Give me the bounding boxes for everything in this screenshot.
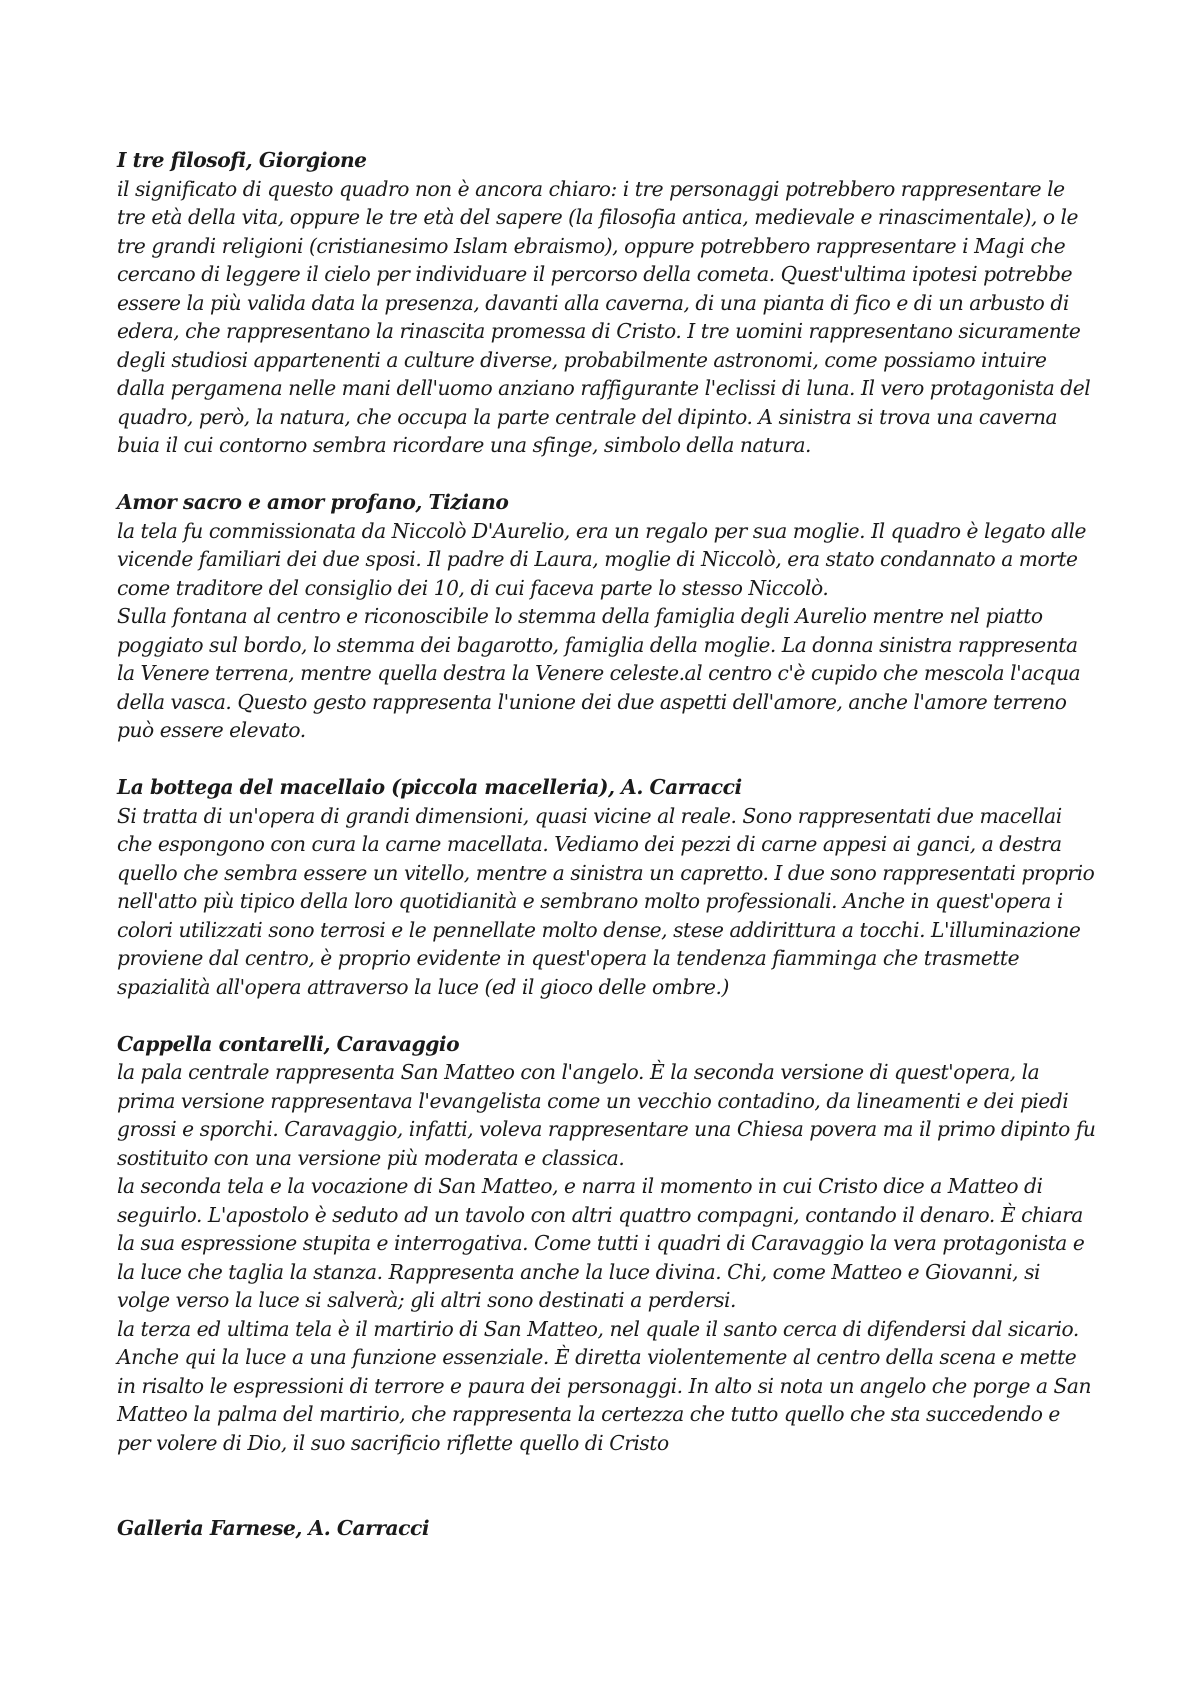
section-galleria-farnese <box>117 1514 1097 1543</box>
section-paragraph: la seconda tela e la vocazione di San Matteo, e narra il momento in cui Cristo dice a Matteo di seguirlo. L'apostolo è seduto ad un tavolo con altri quattro compagni, contando il denaro. È chiara la sua espressione stupita e interrogativa. Come tutti i quadri di Caravaggio la vera protagonista e la luce che taglia la stanza. Rappresenta anche la luce divina. Chi, come Matteo e Giovanni, si volge verso la luce si salverà; gli altri sono destinati a perdersi. <box>117 1174 1085 1312</box>
section-paragraph: la tela fu commissionata da Niccolò D'Aurelio, era un regalo per sua moglie. Il quadro è legato alle vicende familiari dei due sposi. Il padre di Laura, moglie di Niccolò, era stato condannato a morte come traditore del consiglio dei 10, di cui faceva parte lo stesso Niccolò. <box>117 518 1086 600</box>
section-tre-filosofi <box>117 146 1097 460</box>
section-amor-sacro <box>117 488 1097 745</box>
section-title: La bottega del macellaio (piccola macelleria), A. Carracci <box>117 775 742 799</box>
section-paragraph: Si tratta di un'opera di grandi dimensioni, quasi vicine al reale. Sono rappresentati due macellai che espongono con cura la carne macellata. Vediamo dei pezzi di carne appesi ai ganci, a destra quello che sembra essere un vitello, mentre a sinistra un capretto. I due sono rappresentati proprio nell'atto più tipico della loro quotidianità e sembrano molto professionali. Anche in quest'opera i colori utilizzati sono terrosi e le pennellate molto dense, stese addirittura a tocchi. L'illuminazione proviene dal centro, è proprio evidente in quest'opera la tendenza fiamminga che trasmette spazialità all'opera attraverso la luce (ed il gioco delle ombre.) <box>117 803 1095 999</box>
document-page <box>117 146 1097 1571</box>
section-paragraph: Sulla fontana al centro e riconoscibile lo stemma della famiglia degli Aurelio mentre nel piatto poggiato sul bordo, lo stemma dei bagarotto, famiglia della moglie. La donna sinistra rappresenta la Venere terrena, mentre quella destra la Venere celeste.al centro c'è cupido che mescola l'acqua della vasca. Questo gesto rappresenta l'unione dei due aspetti dell'amore, anche l'amore terreno può essere elevato. <box>117 604 1081 742</box>
section-title: Cappella contarelli, Caravaggio <box>117 1031 460 1056</box>
section-paragraph: la terza ed ultima tela è il martirio di San Matteo, nel quale il santo cerca di difendersi dal sicario. Anche qui la luce a una funzione essenziale. È diretta violentemente al centro della scena e mette in risalto le espressioni di terrore e paura dei personaggi. In alto si nota un angelo che porge a San Matteo la palma del martirio, che rappresenta la certezza che tutto quello che sta succedendo e per volere di Dio, il suo sacrificio riflette quello di Cristo <box>117 1316 1092 1455</box>
section-cappella-contarelli <box>117 1030 1097 1458</box>
section-paragraph: la pala centrale rappresenta San Matteo con l'angelo. È la seconda versione di quest'opera, la prima versione rappresentava l'evangelista come un vecchio contadino, da lineamenti e dei piedi grossi e sporchi. Caravaggio, infatti, voleva rappresentare una Chiesa povera ma il primo dipinto fu sostituito con una versione più moderata e classica. <box>117 1060 1096 1170</box>
section-title: I tre filosofi, Giorgione <box>117 148 367 172</box>
section-bottega-macellaio <box>117 773 1097 1001</box>
section-title: Amor sacro e amor profano, Tiziano <box>117 490 509 514</box>
section-title: Galleria Farnese, A. Carracci <box>117 1516 430 1540</box>
section-paragraph: il significato di questo quadro non è ancora chiaro: i tre personaggi potrebbero rappresentare le tre età della vita, oppure le tre età del sapere (la filosofia antica, medievale e rinascimentale), o le tre grandi religioni (cristianesimo Islam ebraismo), oppure potrebbero rappresentare i Magi che cercano di leggere il cielo per individuare il percorso della cometa. Quest'ultima ipotesi potrebbe essere la più valida data la presenza, davanti alla caverna, di una pianta di fico e di un arbusto di edera, che rappresentano la rinascita promessa di Cristo. I tre uomini rappresentano sicuramente degli studiosi appartenenti a culture diverse, probabilmente astronomi, come possiamo intuire dalla pergamena nelle mani dell'uomo anziano raffigurante l'eclissi di luna. Il vero protagonista del quadro, però, la natura, che occupa la parte centrale del dipinto. A sinistra si trova una caverna buia il cui contorno sembra ricordare una sfinge, simbolo della natura. <box>117 176 1091 457</box>
